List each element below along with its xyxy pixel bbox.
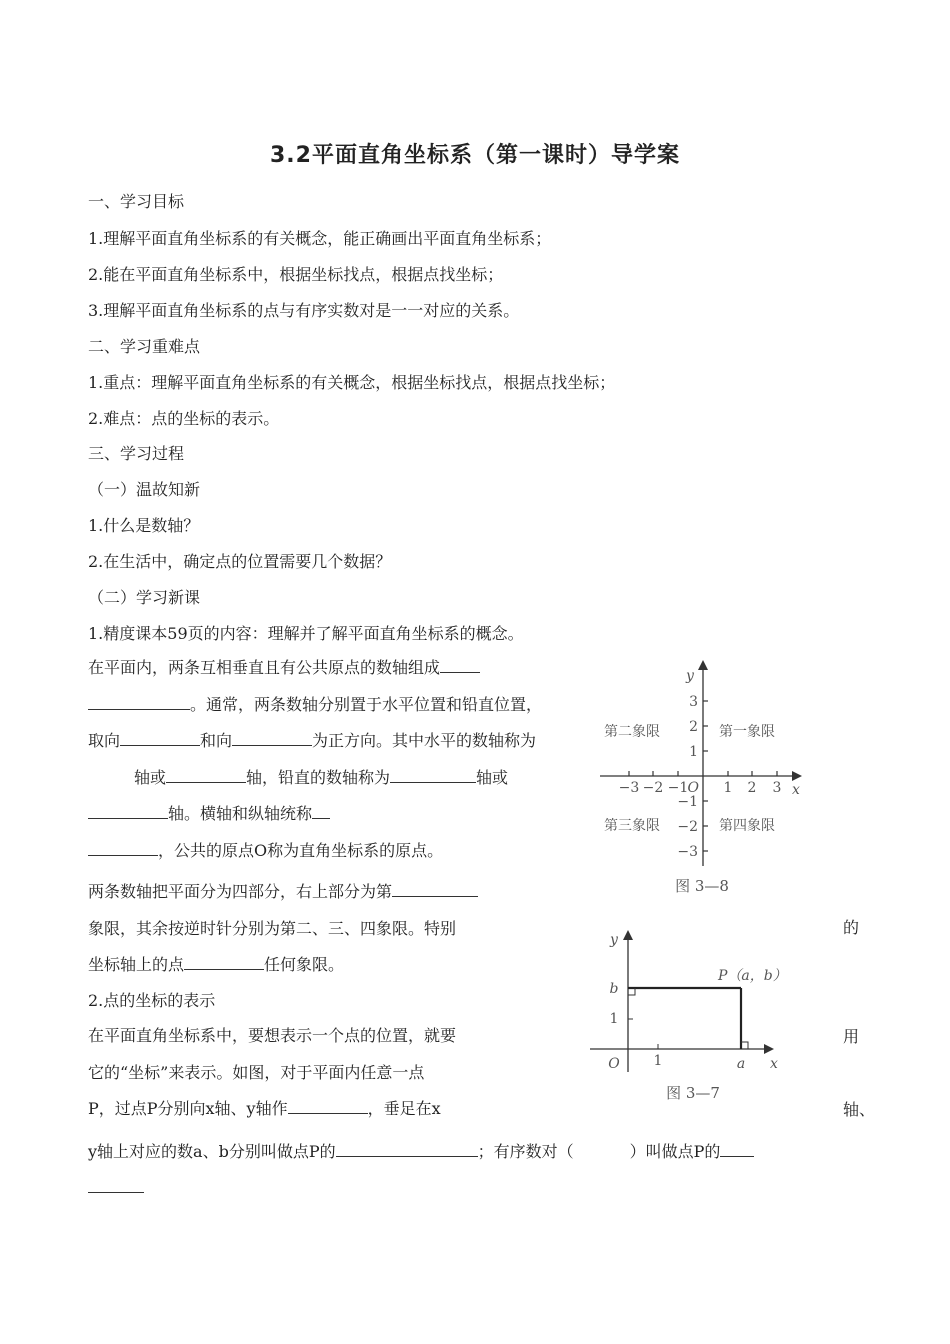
origin-label: O: [687, 780, 699, 796]
blank[interactable]: [390, 766, 476, 783]
objective-1: 1.理解平面直角坐标系的有关概念，能正确画出平面直角坐标系；: [88, 229, 552, 248]
figure-point-coordinates: [588, 922, 788, 1108]
blank[interactable]: [120, 729, 200, 746]
y-tick-label: 2: [689, 719, 698, 735]
x-axis-label: x: [770, 1056, 778, 1072]
side-word: 用: [843, 1027, 860, 1046]
blank[interactable]: [336, 1140, 478, 1157]
blank[interactable]: [312, 802, 330, 819]
coordinates-line-continued: [88, 1176, 144, 1198]
figure-caption: 图 3—8: [675, 877, 729, 895]
subheading-new-lesson: （二）学习新课: [88, 588, 201, 607]
y-tick-label: −1: [677, 794, 698, 810]
blank[interactable]: [88, 802, 168, 819]
one-x-label: 1: [653, 1053, 663, 1069]
x-axis-label: x: [792, 782, 800, 798]
blank[interactable]: [720, 1140, 754, 1157]
coordinates-line: y轴上对应的数a、b分别叫做点P的 ；有序数对（ ）叫做点P的: [88, 1140, 754, 1162]
x-axis-arrow: [792, 771, 802, 781]
page-title: 3.2平面直角坐标系（第一课时）导学案: [270, 143, 680, 168]
x-tick-label: 3: [772, 780, 782, 796]
heading-key-points: 二、学习重难点: [88, 337, 201, 356]
y-tick-label: 1: [689, 744, 698, 760]
review-question-2: 2.在生活中，确定点的位置需要几个数据？: [88, 552, 392, 571]
blank[interactable]: [440, 656, 480, 673]
objective-2: 2.能在平面直角坐标系中，根据坐标找点，根据点找坐标；: [88, 265, 504, 284]
b-label: b: [609, 981, 619, 997]
side-word: 的: [843, 918, 860, 937]
x-axis-arrow: [764, 1044, 774, 1054]
quadrant-1-label: 第一象限: [719, 724, 775, 740]
y-tick-label: 3: [689, 694, 698, 710]
y-axis-label: y: [686, 668, 694, 684]
quadrant-paragraph: 两条数轴把平面分为四部分，右上部分为第 象限，其余按逆时针分别为第二、三、四象限。特别 坐标轴上的点 任何象限。: [88, 874, 548, 984]
definition-paragraph: 在平面内，两条互相垂直且有公共原点的数轴组成 。通常，两条数轴分别置于水平位置和铅直位置，取向 和向 为正方向。其中水平的数轴称为轴或 轴，铅直的数轴称为 轴或轴。横轴和纵轴统称 ，公共的原点O称为直角坐标系的原点。: [88, 658, 543, 860]
x-tick-label: −1: [667, 780, 689, 796]
heading-process: 三、学习过程: [88, 444, 185, 463]
x-tick-label: −2: [642, 780, 664, 796]
quadrant-2-label: 第二象限: [604, 724, 660, 740]
y-axis-label: y: [610, 932, 618, 948]
subheading-review: （一）温故知新: [88, 480, 201, 499]
heading-objectives: 一、学习目标: [88, 192, 185, 211]
quadrant-4-label: 第四象限: [719, 818, 775, 834]
one-y-label: 1: [609, 1011, 619, 1027]
key-point-2: 2.难点：点的坐标的表示。: [88, 409, 280, 428]
blank[interactable]: [166, 766, 246, 783]
key-point-1: 1.重点：理解平面直角坐标系的有关概念，根据坐标找点，根据点找坐标；: [88, 373, 616, 392]
y-axis-arrow: [623, 930, 633, 940]
blank[interactable]: [88, 693, 190, 710]
y-axis-arrow: [698, 660, 708, 670]
figure-quadrants: [592, 658, 812, 898]
blank[interactable]: [288, 1097, 368, 1114]
coordinates-paragraph: 在平面直角坐标系中，要想表示一个点的位置，就要 它的“坐标”来表示。如图，对于平面内任意一点 P，过点P分别向x轴、y轴作 ，垂足在x: [88, 1026, 457, 1118]
side-word: 轴、: [843, 1100, 876, 1119]
point-p-label: P（a，b）: [718, 968, 787, 984]
x-tick-label: 2: [747, 780, 757, 796]
x-tick-label: −3: [618, 780, 640, 796]
blank[interactable]: [88, 839, 158, 856]
origin-label: O: [608, 1056, 620, 1072]
blank[interactable]: [88, 1176, 144, 1193]
quadrant-3-label: 第三象限: [604, 818, 660, 834]
blank[interactable]: [232, 729, 312, 746]
heading-point-coordinates: 2.点的坐标的表示: [88, 991, 216, 1010]
objective-3: 3.理解平面直角坐标系的点与有序实数对是一一对应的关系。: [88, 301, 520, 320]
y-tick-label: −3: [677, 844, 698, 860]
new-lesson-item-1: 1.精度课本59页的内容：理解并了解平面直角坐标系的概念。: [88, 624, 524, 643]
review-question-1: 1.什么是数轴？: [88, 516, 200, 535]
figure-caption: 图 3—7: [666, 1084, 720, 1102]
blank[interactable]: [392, 880, 478, 897]
a-label: a: [736, 1056, 746, 1072]
y-tick-label: −2: [677, 819, 698, 835]
blank[interactable]: [184, 953, 264, 970]
x-tick-label: 1: [723, 780, 733, 796]
